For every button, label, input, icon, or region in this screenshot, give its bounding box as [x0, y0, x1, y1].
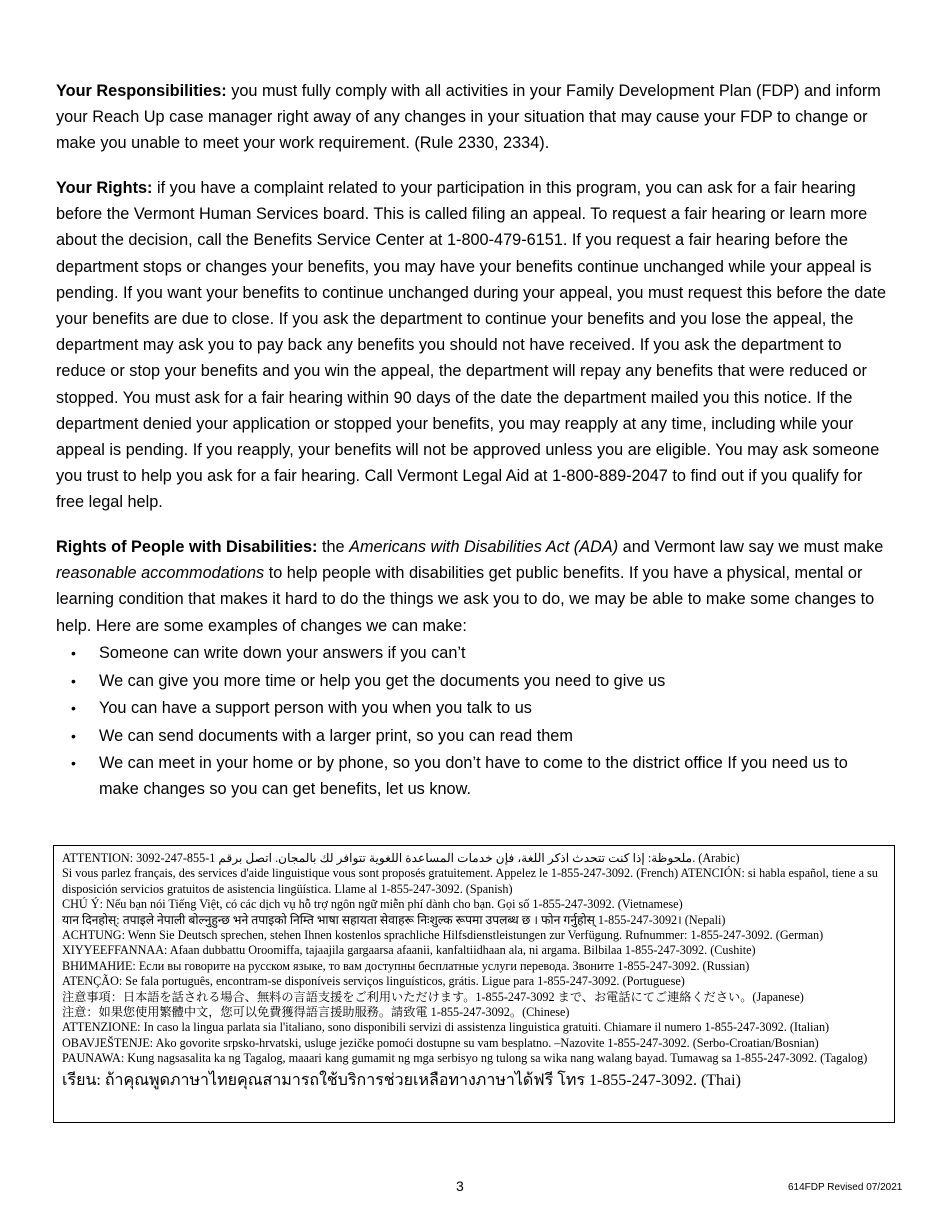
list-item-text: We can give you more time or help you get the documents you need to give us [99, 671, 666, 690]
rights-heading: Your Rights: [56, 179, 153, 197]
bullet-icon: • [71, 755, 76, 771]
list-item [56, 695, 886, 721]
notice-vietnamese: CHÚ Ý: Nếu bạn nói Tiếng Việt, có các dịch vụ hỗ trợ ngôn ngữ miễn phí dành cho bạn. Gọi số 1-855-247-3092. (Vietnamese) [62, 897, 683, 912]
bullet-icon: • [71, 700, 76, 716]
reasonable-accommodations-term: reasonable accommodations [56, 564, 265, 583]
list-item [56, 640, 886, 666]
bullet-icon: • [71, 672, 76, 689]
disabilities-text-part: and Vermont law say we must make [618, 538, 884, 556]
disabilities-heading: Rights of People with Disabilities: [56, 538, 318, 556]
page-number: 3 [456, 1178, 464, 1194]
notice-russian: ВНИМАНИЕ: Если вы говорите на русском языке, то вам доступны бесплатные услуги перевода. Звоните 1-855-247-3092. (Russian) [62, 958, 750, 973]
bullet-icon: • [71, 727, 76, 744]
notice-tagalog: PAUNAWA: Kung nagsasalita ka ng Tagalog, maaari kang gumamit ng mga serbisyo ng tulong sa wika nang walang bayad. Tumawag sa 1-855-247-3092. (Tagalog) [62, 1051, 868, 1066]
rights-text: if you have a complaint related to your participation in this program, you can ask for a fair hearing before the Vermont Human Services board. This is called filing an appeal. To request a fair hearing or learn more about the decision, call the Benefits Service Center at 1-800-479-6151. If you request a fair hearing before the department stops or changes your benefits, you may have your benefits continue unchanged while your appeal is pending. If you want your benefits to continue unchanged during your appeal, you must request this before the date your benefits are due to close. If you ask the department to continue your benefits and you lose the appeal, the department may ask you to pay back any benefits you should not have received. If you ask the department to reduce or stop your benefits and you win the appeal, the department will repay any benefits that were reduced or stopped. You must ask for a fair hearing within 90 days of the date the department mailed you this notice. If the department denied your application or stopped your benefits, you may reapply at any time, including while your appeal is pending. If you reapply, your benefits will not be approved unless you are eligible. You may ask someone you trust to help you ask for a fair hearing. Call Vermont Legal Aid at 1-800-889-2047 to find out if you qualify for free legal help. [56, 179, 886, 512]
disabilities-paragraph [56, 534, 886, 639]
accommodation-examples-list [56, 640, 886, 804]
form-revision-code: 614FDP Revised 07/2021 [788, 1182, 903, 1193]
notice-cushite: XIYYEEFFANNAA: Afaan dubbattu Oroomiffa, tajaajila gargaarsa afaanii, kanfaltiidhaan ala, ni argama. Bilbilaa 1-855-247-3092. (Cushite) [62, 943, 756, 958]
language-assistance-box [53, 845, 895, 1123]
notice-japanese: 注意事項：日本語を話される場合、無料の言語支援をご利用いただけます。1-855-247-3092 まで、お電話にてご連絡ください。(Japanese) [62, 989, 804, 1004]
rights-paragraph [56, 175, 886, 516]
notice-arabic: ATTENTION: ملحوظة: إذا كنت تتحدث اذكر اللغة، فإن خدمات المساعدة اللغوية تتوافر لك بالمجان. اتصل برقم 1-855-247-3092. (Arabic) [62, 851, 740, 865]
list-item [56, 668, 886, 694]
list-item-text: You can have a support person with you when you talk to us [99, 699, 532, 717]
ada-act-name: Americans with Disabilities Act (ADA) [349, 538, 619, 556]
responsibilities-paragraph [56, 78, 886, 157]
notice-italian: ATTENZIONE: In caso la lingua parlata sia l'italiano, sono disponibili servizi di assistenza linguistica gratuiti. Chiamare il numero 1-855-247-3092. (Italian) [62, 1020, 830, 1035]
notice-serbo-croatian: OBAVJEŠTENJE: Ako govorite srpsko-hrvatski, usluge jezičke pomoći dostupne su vam besplatno. –Nazovite 1-855-247-3092. (Serbo-Croatian/Bosnian) [62, 1035, 819, 1050]
list-item-text: We can meet in your home or by phone, so you don’t have to come to the district office If you need us to make changes so you can get benefits, let us know. [99, 754, 848, 799]
notice-portuguese: ATENÇÃO: Se fala português, encontram-se disponíveis serviços linguísticos, grátis. Ligue para 1-855-247-3092. (Portuguese) [62, 974, 685, 989]
disabilities-text-part: to help people with disabilities get public benefits. If you have a physical, mental or learning condition that makes it hard to do the things we ask you to do, we may be able to make some changes to help. Here are some examples of changes we can make: [56, 564, 875, 635]
list-item-text: We can send documents with a larger print, so you can read them [99, 726, 573, 745]
notice-thai: เรียน: ถ้าคุณพูดภาษาไทยคุณสามารถใช้บริการช่วยเหลือทางภาษาได้ฟรี โทร 1-855-247-3092. (Thai) [62, 1071, 741, 1089]
bullet-icon: • [71, 645, 76, 661]
notice-chinese: 注意：如果您使用繁體中文，您可以免費獲得語言援助服務。請致電 1-855-247-3092。(Chinese) [62, 1005, 570, 1020]
responsibilities-heading: Your Responsibilities: [56, 82, 227, 100]
notice-french-spanish: Si vous parlez français, des services d'aide linguistique vous sont proposés gratuitement. Appelez le 1-855-247-3092. (French) ATENCIÓN: si habla español, tiene a su disposición servicios gratuitos de asistencia lingüística. Llame al 1-855-247-3092. (Spanish) [62, 866, 878, 896]
notice-german: ACHTUNG: Wenn Sie Deutsch sprechen, stehen Ihnen kostenlos sprachliche Hilfsdienstleistungen zur Verfügung. Rufnummer: 1-855-247-3092. (German) [62, 928, 824, 943]
disabilities-text-part: the [317, 538, 350, 556]
list-item [56, 723, 886, 749]
list-item [56, 750, 886, 802]
list-item-text: Someone can write down your answers if you can’t [99, 644, 466, 662]
responsibilities-text: you must fully comply with all activities in your Family Development Plan (FDP) and inform your Reach Up case manager right away of any changes in your situation that may cause your FDP to change or make you unable to meet your work requirement. (Rule 2330, 2334). [56, 82, 881, 153]
notice-nepali: यान दिनहोस्: तपाइले नेपाली बोल्नुहुन्छ भने तपाइको निम्ति भाषा सहायता सेवाहरू निःशुल्क रूपमा उपलब्ध छ । फोन गर्नुहोस् 1-855-247-3092। (Nepali) [62, 912, 726, 927]
